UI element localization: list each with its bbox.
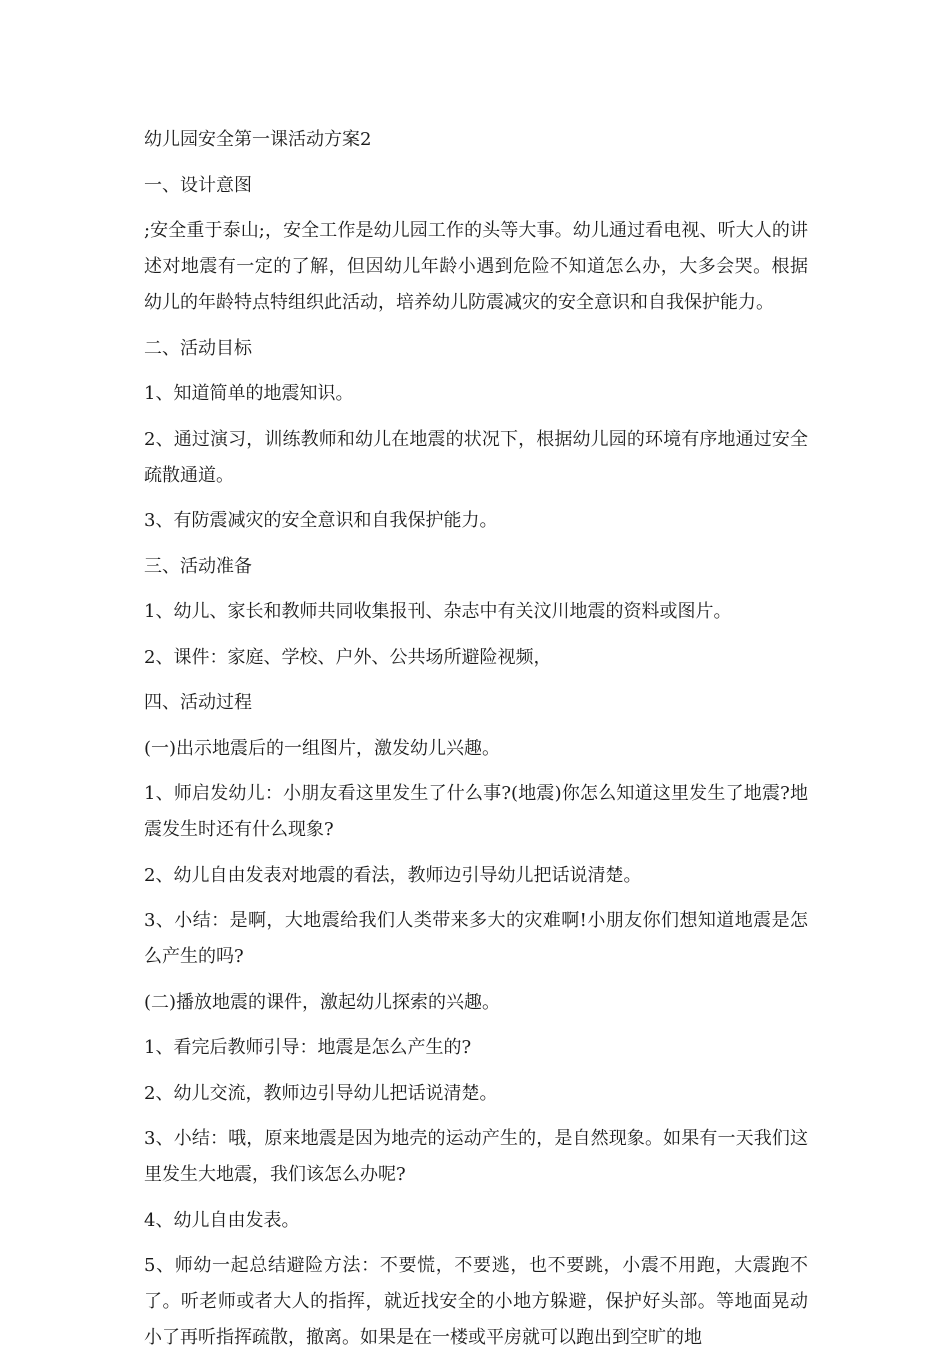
paragraph: ;安全重于泰山;，安全工作是幼儿园工作的头等大事。幼儿通过看电视、听大人的讲述对地震有一定的了解，但因幼儿年龄小遇到危险不知道怎么办，大多会哭。根据幼儿的年龄特点特组织此活动，培养幼儿防震减灾的安全意识和自我保护能力。 xyxy=(144,220,808,313)
section-heading-design-intent: 一、设计意图 xyxy=(144,174,252,196)
list-item: 3、小结：哦，原来地震是因为地壳的运动产生的，是自然现象。如果有一天我们这里发生大地震，我们该怎么办呢? xyxy=(144,1128,808,1185)
subsection-heading: (一)出示地震后的一组图片，激发幼儿兴趣。 xyxy=(144,737,501,759)
list-item: 2、通过演习，训练教师和幼儿在地震的状况下，根据幼儿园的环境有序地通过安全疏散通道。 xyxy=(144,428,808,486)
list-item: 5、师幼一起总结避险方法：不要慌，不要逃，也不要跳，小震不用跑，大震跑不了。听老师或者大人的指挥，就近找安全的小地方躲避，保护好头部。等地面晃动小了再听指挥疏散，撤离。如果是在一楼或平房就可以跑出到空旷的地 xyxy=(144,1255,808,1348)
list-item: 3、小结：是啊，大地震给我们人类带来多大的灾难啊!小朋友你们想知道地震是怎么产生的吗? xyxy=(144,910,808,967)
list-item: 3、有防震减灾的安全意识和自我保护能力。 xyxy=(144,510,498,531)
document-title: 幼儿园安全第一课活动方案2 xyxy=(144,129,372,150)
list-item: 1、知道简单的地震知识。 xyxy=(144,383,354,404)
list-item: 1、幼儿、家长和教师共同收集报刊、杂志中有关汶川地震的资料或图片。 xyxy=(144,601,732,622)
list-item: 4、幼儿自由发表。 xyxy=(144,1209,300,1231)
subsection-heading: (二)播放地震的课件，激起幼儿探索的兴趣。 xyxy=(144,991,501,1013)
list-item: 2、幼儿自由发表对地震的看法，教师边引导幼儿把话说清楚。 xyxy=(144,864,642,886)
list-item: 2、课件：家庭、学校、户外、公共场所避险视频， xyxy=(144,646,552,668)
section-heading-process: 四、活动过程 xyxy=(144,692,252,713)
list-item: 2、幼儿交流，教师边引导幼儿把话说清楚。 xyxy=(144,1082,498,1104)
document-body xyxy=(144,122,808,1366)
list-item: 1、师启发幼儿：小朋友看这里发生了什么事?(地震)你怎么知道这里发生了地震?地震发生时还有什么现象? xyxy=(144,783,808,840)
list-item: 1、看完后教师引导：地震是怎么产生的? xyxy=(144,1037,472,1058)
section-heading-preparation: 三、活动准备 xyxy=(144,555,252,577)
section-heading-goals: 二、活动目标 xyxy=(144,337,252,359)
